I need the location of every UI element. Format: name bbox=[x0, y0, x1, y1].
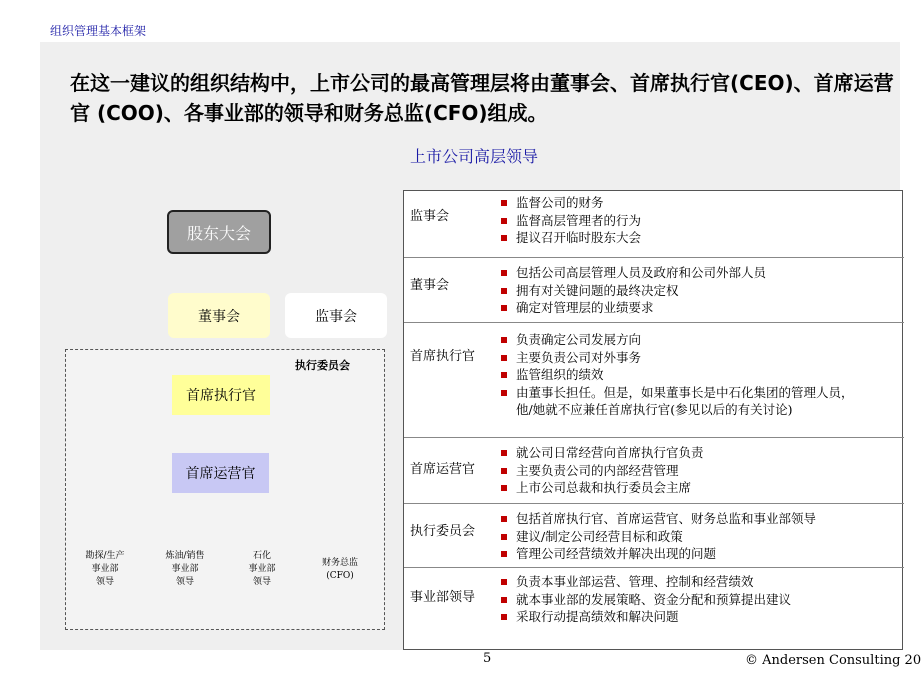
table-row: 监事会 监督公司的财务 监督高层管理者的行为 提议召开临时股东大会 bbox=[410, 195, 642, 245]
list-item: 负责本事业部运营、管理、控制和经营绩效 bbox=[499, 573, 791, 591]
list-item: 就公司日常经营向首席执行官负责 bbox=[499, 444, 704, 462]
business-unit-cfo: 财务总监 (CFO) bbox=[321, 558, 358, 581]
list-item: 管理公司经营绩效并解决出现的问题 bbox=[499, 545, 816, 563]
list-item: 负责确定公司发展方向 bbox=[499, 331, 854, 349]
executive-committee-label: 执行委员会 bbox=[295, 359, 350, 372]
coo-box: 首席运营官 bbox=[172, 453, 269, 493]
ceo-box: 首席执行官 bbox=[172, 375, 270, 415]
responsibility-table bbox=[403, 190, 903, 650]
section-subtitle: 上市公司高层领导 bbox=[410, 147, 539, 166]
list-item: 监督高层管理者的行为 bbox=[499, 212, 641, 230]
table-row: 执行委员会 包括首席执行官、首席运营官、财务总监和事业部领导 建议/制定公司经营目标和政策 管理公司经营绩效并解决出现的问题 bbox=[404, 503, 904, 568]
list-item: 包括首席执行官、首席运营官、财务总监和事业部领导 bbox=[499, 510, 816, 528]
list-item: 上市公司总裁和执行委员会主席 bbox=[499, 479, 704, 497]
list-item: 由董事长担任。但是，如果董事长是中石化集团的管理人员， bbox=[499, 384, 854, 402]
table-row: 事业部领导 负责本事业部运营、管理、控制和经营绩效 就本事业部的发展策略、资金分配和预算提出建议 采取行动提高绩效和解决问题 bbox=[404, 567, 904, 650]
copyright: © Andersen Consulting 20 bbox=[745, 653, 921, 668]
list-item: 拥有对关键问题的最终决定权 bbox=[499, 282, 766, 300]
list-item: 主要负责公司的内部经营管理 bbox=[499, 462, 704, 480]
list-item: 建议/制定公司经营目标和政策 bbox=[499, 528, 816, 546]
headline: 在这一建议的组织结构中，上市公司的最高管理层将由董事会、首席执行官(CEO)、首席运营官 (COO)、各事业部的领导和财务总监(CFO)组成。 bbox=[70, 71, 894, 125]
page-number: 5 bbox=[483, 651, 492, 666]
list-item: 包括公司高层管理人员及政府和公司外部人员 bbox=[499, 264, 766, 282]
list-item: 主要负责公司对外事务 bbox=[499, 349, 854, 367]
table-row: 董事会 包括公司高层管理人员及政府和公司外部人员 拥有对关键问题的最终决定权 确定对管理层的业绩要求 bbox=[404, 257, 904, 323]
shareholders-meeting-box: 股东大会 bbox=[167, 210, 271, 254]
list-item: 采取行动提高绩效和解决问题 bbox=[499, 608, 791, 626]
list-item: 就本事业部的发展策略、资金分配和预算提出建议 bbox=[499, 591, 791, 609]
board-box: 董事会 bbox=[168, 293, 270, 338]
business-unit-petrochem: 石化 事业部 领导 bbox=[248, 551, 276, 587]
header-title: 组织管理基本框架 bbox=[50, 24, 147, 38]
supervisory-board-box: 监事会 bbox=[285, 293, 387, 338]
table-row: 首席执行官 负责确定公司发展方向 主要负责公司对外事务 监管组织的绩效 由董事长担任。但是，如果董事长是中石化集团的管理人员， 他/她就不应兼任首席执行官(参见以后的有关讨论) bbox=[404, 322, 904, 438]
list-item: 监督公司的财务 bbox=[499, 194, 641, 212]
table-row: 首席运营官 就公司日常经营向首席执行官负责 主要负责公司的内部经营管理 上市公司总裁和执行委员会主席 bbox=[404, 437, 904, 504]
list-item: 确定对管理层的业绩要求 bbox=[499, 299, 766, 317]
business-unit-ep: 勘探/生产 事业部 领导 bbox=[85, 551, 125, 587]
list-item: 监管组织的绩效 bbox=[499, 366, 854, 384]
list-item: 提议召开临时股东大会 bbox=[499, 229, 641, 247]
list-item: 他/她就不应兼任首席执行官(参见以后的有关讨论) bbox=[516, 402, 793, 417]
business-unit-refining: 炼油/销售 事业部 领导 bbox=[165, 551, 205, 587]
